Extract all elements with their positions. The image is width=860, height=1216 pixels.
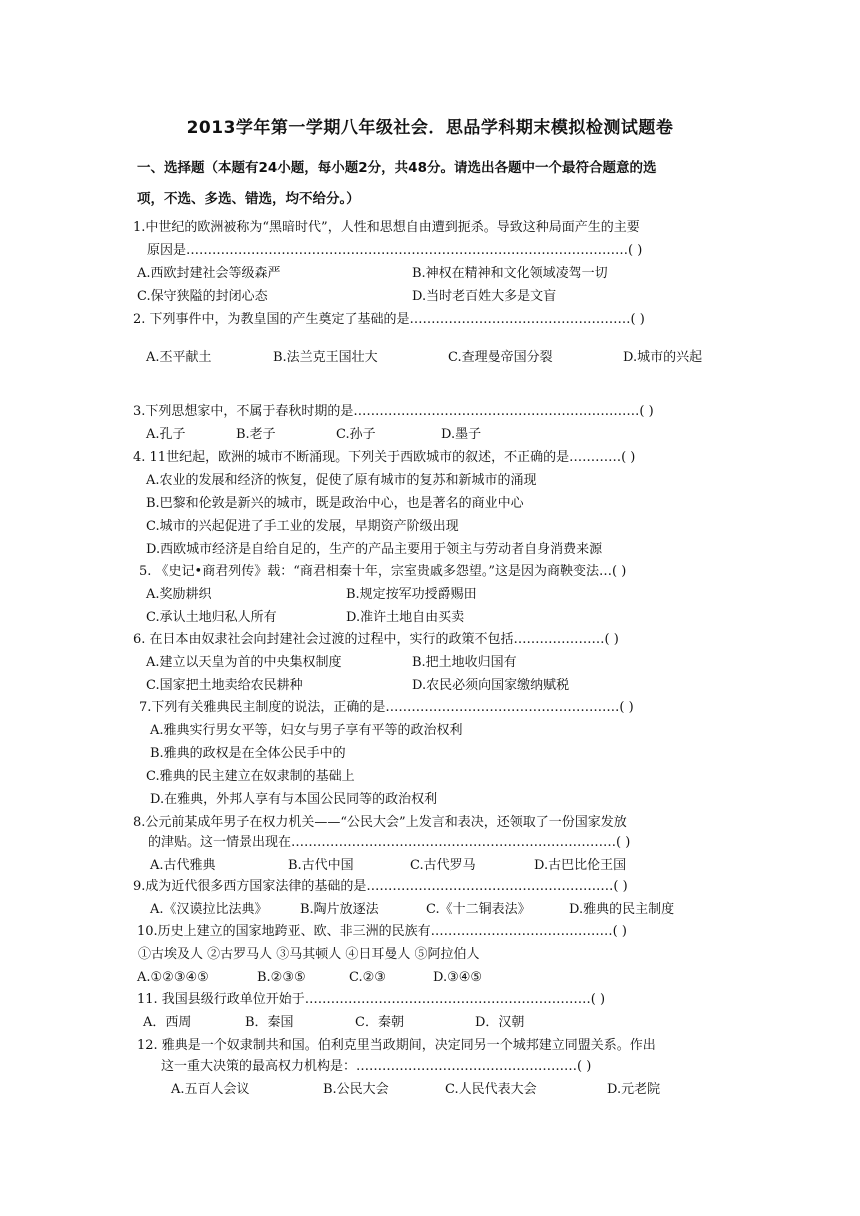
question-10-option-a: A.①②③④⑤ <box>137 970 209 985</box>
question-3-option-d: D.墨子 <box>441 427 482 442</box>
question-10-stem-line2: ①古埃及人 ②古罗马人 ③马其顿人 ④日耳曼人 ⑤阿拉伯人 <box>138 947 480 962</box>
question-10-stem-line1: 10.历史上建立的国家地跨亚、欧、非三洲的民族有……………………………………( ) <box>137 924 627 939</box>
question-8-option-c: C.古代罗马 <box>410 858 476 873</box>
question-4-option-d: D.西欧城市经济是自给自足的，生产的产品主要用于领主与劳动者自身消费来源 <box>146 542 603 557</box>
question-5-option-d: D.准许土地自由买卖 <box>346 610 465 625</box>
section-heading-line1: 一、选择题（本题有24小题，每小题2分，共48分。请选出各题中一个最符合题意的选 <box>137 160 657 176</box>
question-9-option-b: B.陶片放逐法 <box>300 902 379 917</box>
question-12-option-b: B.公民大会 <box>323 1082 389 1097</box>
question-8-option-a: A.古代雅典 <box>150 858 216 873</box>
question-4-option-c: C.城市的兴起促进了手工业的发展，早期资产阶级出现 <box>146 519 459 534</box>
question-5-option-a: A.奖励耕织 <box>146 587 212 602</box>
question-12-stem-line2: 这一重大决策的最高权力机构是：……………………………………………( ) <box>161 1059 592 1074</box>
question-8-option-b: B.古代中国 <box>288 858 354 873</box>
question-6-option-b: B.把土地收归国有 <box>412 655 517 670</box>
question-5-stem: 5. 《史记•商君列传》载：“商君相秦十年，宗室贵戚多怨望。”这是因为商鞅变法…( ) <box>139 564 627 579</box>
section-heading-line2: 项，不选、多选、错选，均不给分。） <box>137 191 360 207</box>
question-5-option-b: B.规定按军功授爵赐田 <box>346 587 477 602</box>
question-3-option-b: B.老子 <box>236 427 276 442</box>
question-8-option-d: D.古巴比伦王国 <box>534 858 627 873</box>
question-10-option-d: D.③④⑤ <box>433 970 483 985</box>
question-6-stem: 6. 在日本由奴隶社会向封建社会过渡的过程中，实行的政策不包括…………………( ) <box>133 632 619 647</box>
question-7-option-c: C.雅典的民主建立在奴隶制的基础上 <box>146 769 355 784</box>
question-7-option-a: A.雅典实行男女平等，妇女与男子享有平等的政治权利 <box>150 723 463 738</box>
question-4-option-b: B.巴黎和伦敦是新兴的城市，既是政治中心，也是著名的商业中心 <box>146 496 524 511</box>
question-1-stem-line1: 1.中世纪的欧洲被称为“黑暗时代”，人性和思想自由遭到扼杀。导致这种局面产生的主要 <box>133 220 640 235</box>
question-7-stem: 7.下列有关雅典民主制度的说法，正确的是………………………………………………( ) <box>139 700 634 715</box>
question-2-option-a: A.丕平献土 <box>146 350 212 365</box>
question-7-option-b: B.雅典的政权是在全体公民手中的 <box>150 746 346 761</box>
question-7-option-d: D.在雅典，外邦人享有与本国公民同等的政治权利 <box>150 792 438 807</box>
question-2-stem: 2. 下列事件中，为教皇国的产生奠定了基础的是……………………………………………( ) <box>133 312 645 327</box>
question-10-option-c: C.②③ <box>349 970 386 985</box>
question-11-stem: 11. 我国县级行政单位开始于…………………………………………………………( ) <box>137 992 606 1007</box>
question-6-option-a: A.建立以天皇为首的中央集权制度 <box>146 655 342 670</box>
question-9-option-d: D.雅典的民主制度 <box>569 902 675 917</box>
page-title: 2013学年第一学期八年级社会．思品学科期末模拟检测试题卷 <box>186 118 674 138</box>
question-11-option-c: C．秦朝 <box>355 1015 404 1030</box>
question-9-stem: 9.成为近代很多西方国家法律的基础的是…………………………………………………( ) <box>133 879 628 894</box>
question-2-option-c: C.查理曼帝国分裂 <box>448 350 553 365</box>
question-12-option-a: A.五百人会议 <box>171 1082 250 1097</box>
question-1-option-c: C.保守狭隘的封闭心态 <box>137 289 268 304</box>
question-6-option-c: C.国家把土地卖给农民耕种 <box>146 678 303 693</box>
question-9-option-c: C.《十二铜表法》 <box>426 902 531 917</box>
question-1-option-d: D.当时老百姓大多是文盲 <box>412 289 557 304</box>
question-9-option-a: A.《汉谟拉比法典》 <box>150 902 268 917</box>
question-8-stem-line1: 8.公元前某成年男子在权力机关——“公民大会”上发言和表决，还领取了一份国家发放 <box>133 815 627 830</box>
question-10-option-b: B.②③⑤ <box>257 970 306 985</box>
question-3-option-a: A.孔子 <box>146 427 186 442</box>
question-3-stem: 3.下列思想家中，不属于春秋时期的是…………………………………………………………( ) <box>133 404 654 419</box>
question-1-stem-line2: 原因是…………………………………………………………………………………………( ) <box>147 243 643 258</box>
question-5-option-c: C.承认土地归私人所有 <box>146 610 277 625</box>
question-3-option-c: C.孙子 <box>336 427 376 442</box>
question-12-option-c: C.人民代表大会 <box>445 1082 537 1097</box>
question-4-option-a: A.农业的发展和经济的恢复，促使了原有城市的复苏和新城市的涌现 <box>146 473 537 488</box>
question-12-option-d: D.元老院 <box>607 1082 661 1097</box>
question-2-option-b: B.法兰克王国壮大 <box>273 350 378 365</box>
question-4-stem: 4. 11世纪起，欧洲的城市不断涌现。下列关于西欧城市的叙述，不正确的是…………( ) <box>133 450 636 465</box>
question-11-option-a: A．西周 <box>143 1015 192 1030</box>
question-1-option-a: A.西欧封建社会等级森严 <box>137 266 281 281</box>
question-6-option-d: D.农民必须向国家缴纳赋税 <box>412 678 570 693</box>
question-8-stem-line2: 的津贴。这一情景出现在…………………………………………………………………( ) <box>148 835 631 850</box>
question-11-option-d: D．汉朝 <box>475 1015 525 1030</box>
question-12-stem-line1: 12. 雅典是一个奴隶制共和国。伯利克里当政期间，决定同另一个城邦建立同盟关系。作出 <box>137 1038 656 1053</box>
question-2-option-d: D.城市的兴起 <box>623 350 703 365</box>
question-1-option-b: B.神权在精神和文化领域凌驾一切 <box>412 266 608 281</box>
question-11-option-b: B．秦国 <box>245 1015 294 1030</box>
